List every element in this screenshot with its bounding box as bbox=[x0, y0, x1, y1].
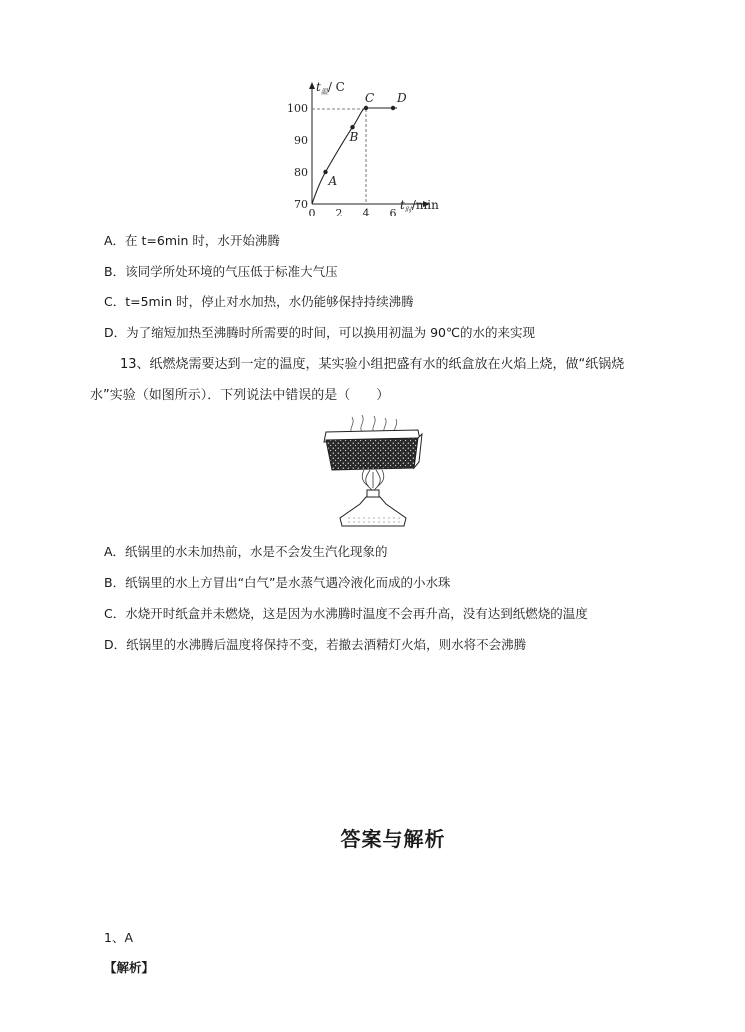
q13-stem-line2: 水”实验（如图所示）．下列说法中错误的是（ ） bbox=[90, 388, 390, 403]
q13-option-a: A．纸锅里的水未加热前，水是不会发生汽化现象的 bbox=[104, 544, 388, 559]
lamp-liquid bbox=[344, 516, 402, 524]
paper-box bbox=[326, 438, 418, 470]
y-axis-arrow bbox=[309, 82, 315, 89]
data-point-d bbox=[391, 106, 395, 110]
x-tick-label: 4 bbox=[362, 207, 370, 216]
data-point-c bbox=[364, 106, 368, 110]
q12-option-c: C．t=5min 时，停止对水加热，水仍能够保持持续沸腾 bbox=[104, 294, 414, 309]
y-tick-label: 70 bbox=[294, 198, 308, 211]
y-tick-label: 80 bbox=[294, 166, 308, 179]
q13-option-d: D．纸锅里的水沸腾后温度将保持不变，若撤去酒精灯火焰，则水将不会沸腾 bbox=[104, 637, 527, 652]
q12-option-a: A．在 t=6min 时，水开始沸腾 bbox=[104, 233, 280, 248]
q13-option-c: C．水烧开时纸盒并未燃烧，这是因为水沸腾时温度不会再升高，没有达到纸燃烧的温度 bbox=[104, 606, 588, 621]
point-label-a: A bbox=[328, 174, 338, 188]
point-label-c: C bbox=[365, 91, 375, 105]
q12-option-d: D．为了缩短加热至沸腾时所需要的时间，可以换用初温为 90℃的水的来实现 bbox=[104, 325, 536, 340]
y-axis-label: $t_温/$ C bbox=[316, 80, 345, 96]
data-point-b bbox=[350, 125, 354, 129]
flame bbox=[362, 470, 384, 490]
heating-curve bbox=[312, 108, 397, 204]
y-tick-label: 100 bbox=[287, 102, 308, 115]
y-tick-label: 90 bbox=[294, 134, 308, 147]
q13-stem-line1: 13、纸燃烧需要达到一定的温度，某实验小组把盛有水的纸盒放在火焰上烧，做“纸锅烧 bbox=[120, 357, 625, 372]
x-tick-label: 0 bbox=[308, 207, 316, 216]
q12-option-b: B．该同学所处环境的气压低于标准大气压 bbox=[104, 264, 338, 279]
answer-1: 1、A bbox=[104, 930, 134, 945]
point-label-b: B bbox=[349, 130, 359, 145]
graph-marks bbox=[287, 91, 407, 216]
point-label-d: D bbox=[397, 91, 407, 105]
x-tick-label: 6 bbox=[389, 207, 397, 216]
temperature-time-graph bbox=[280, 78, 460, 216]
x-tick-label: 2 bbox=[335, 207, 343, 216]
q13-option-b: B．纸锅里的水上方冒出“白气”是水蒸气遇冷液化而成的小水珠 bbox=[104, 575, 451, 590]
answers-heading: 答案与解析 bbox=[340, 827, 446, 851]
analysis-label: 【解析】 bbox=[104, 960, 155, 975]
data-point-a bbox=[323, 170, 327, 174]
lamp-cap bbox=[367, 490, 379, 497]
paper-pot-illustration bbox=[322, 412, 424, 530]
x-axis-label: $t_时/\min$ bbox=[400, 198, 439, 214]
